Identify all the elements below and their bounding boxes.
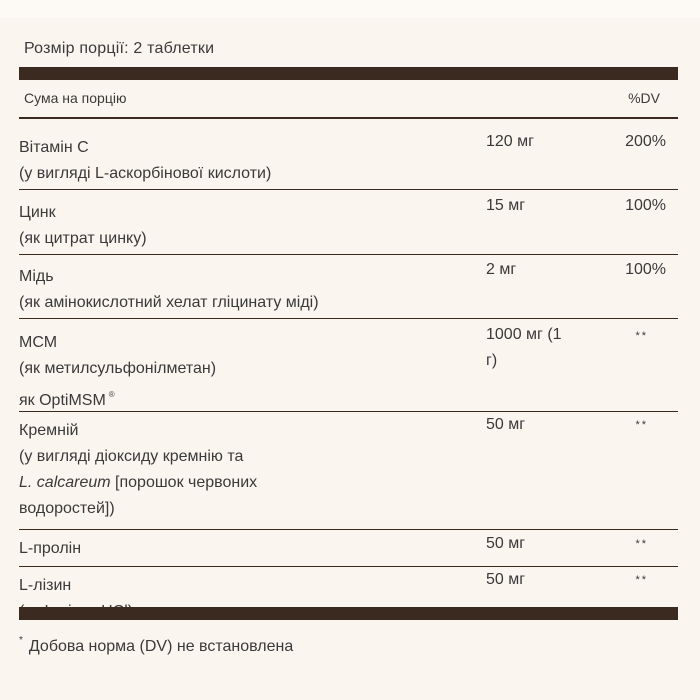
- nutrient-detail-latin: L. calcareum: [19, 474, 111, 491]
- nutrient-row-vitamin-c: [19, 119, 678, 190]
- nutrient-dv: **: [635, 574, 648, 586]
- nutrient-dv: **: [635, 330, 648, 342]
- dv-column-label: %DV: [628, 90, 660, 106]
- nutrient-amount-line1: 1000 мг (1: [486, 326, 562, 343]
- amount-per-serving-label: Сума на порцію: [24, 90, 127, 106]
- top-thick-rule: [19, 67, 678, 80]
- nutrient-name: Кремній: [19, 422, 79, 439]
- nutrient-name: Цинк: [19, 204, 56, 221]
- nutrient-detail: (у вигляді діоксиду кремнію та: [19, 448, 244, 465]
- nutrient-dv: 100%: [625, 261, 666, 278]
- nutrient-amount: 15 мг: [486, 197, 526, 214]
- nutrient-detail: (як амінокислотний хелат гліцинату міді): [19, 294, 319, 311]
- supplement-facts-panel: [0, 18, 700, 700]
- nutrient-dv: 200%: [625, 133, 666, 150]
- nutrient-row-zinc: [19, 190, 678, 255]
- registered-mark: ®: [108, 390, 115, 399]
- nutrient-detail-end: водоростей]): [19, 500, 115, 517]
- nutrient-detail-cont: [порошок червоних: [110, 474, 258, 491]
- nutrient-amount: 50 мг: [486, 416, 526, 433]
- nutrient-amount: 120 мг: [486, 133, 534, 150]
- nutrient-name: МСМ: [19, 334, 58, 351]
- nutrient-dv: 100%: [625, 197, 666, 214]
- nutrient-dv: **: [635, 419, 648, 431]
- footnote-marker: *: [19, 635, 23, 646]
- column-header: [19, 82, 678, 116]
- nutrient-detail: (як цитрат цинку): [19, 230, 147, 247]
- nutrient-row-msm: [19, 319, 678, 412]
- nutrient-amount: 2 мг: [486, 261, 517, 278]
- nutrient-amount: 50 мг: [486, 535, 526, 552]
- nutrient-row-copper: [19, 255, 678, 319]
- bottom-thick-rule: [19, 607, 678, 620]
- nutrient-row-l-proline: [19, 530, 678, 567]
- nutrient-dv: **: [635, 538, 648, 550]
- nutrient-amount-line2: г): [486, 352, 498, 369]
- nutrient-detail-brand: як OptiMSM: [19, 392, 106, 409]
- nutrient-name: Мідь: [19, 268, 54, 285]
- footnote-text: Добова норма (DV) не встановлена: [28, 638, 294, 655]
- nutrient-row-l-lysine: [19, 567, 678, 611]
- nutrient-detail: (як метилсульфонілметан): [19, 360, 217, 377]
- nutrient-row-silicon: [19, 412, 678, 530]
- nutrient-name: L-пролін: [19, 540, 82, 557]
- serving-size: Розмір порції: 2 таблетки: [24, 40, 215, 57]
- nutrient-detail: (у вигляді L-аскорбінової кислоти): [19, 165, 272, 182]
- nutrient-amount: 50 мг: [486, 571, 526, 588]
- nutrient-name: L-лізин: [19, 577, 72, 594]
- nutrient-name: Вітамін C: [19, 139, 89, 156]
- footnote: [19, 635, 293, 656]
- nutrient-list: [19, 119, 678, 611]
